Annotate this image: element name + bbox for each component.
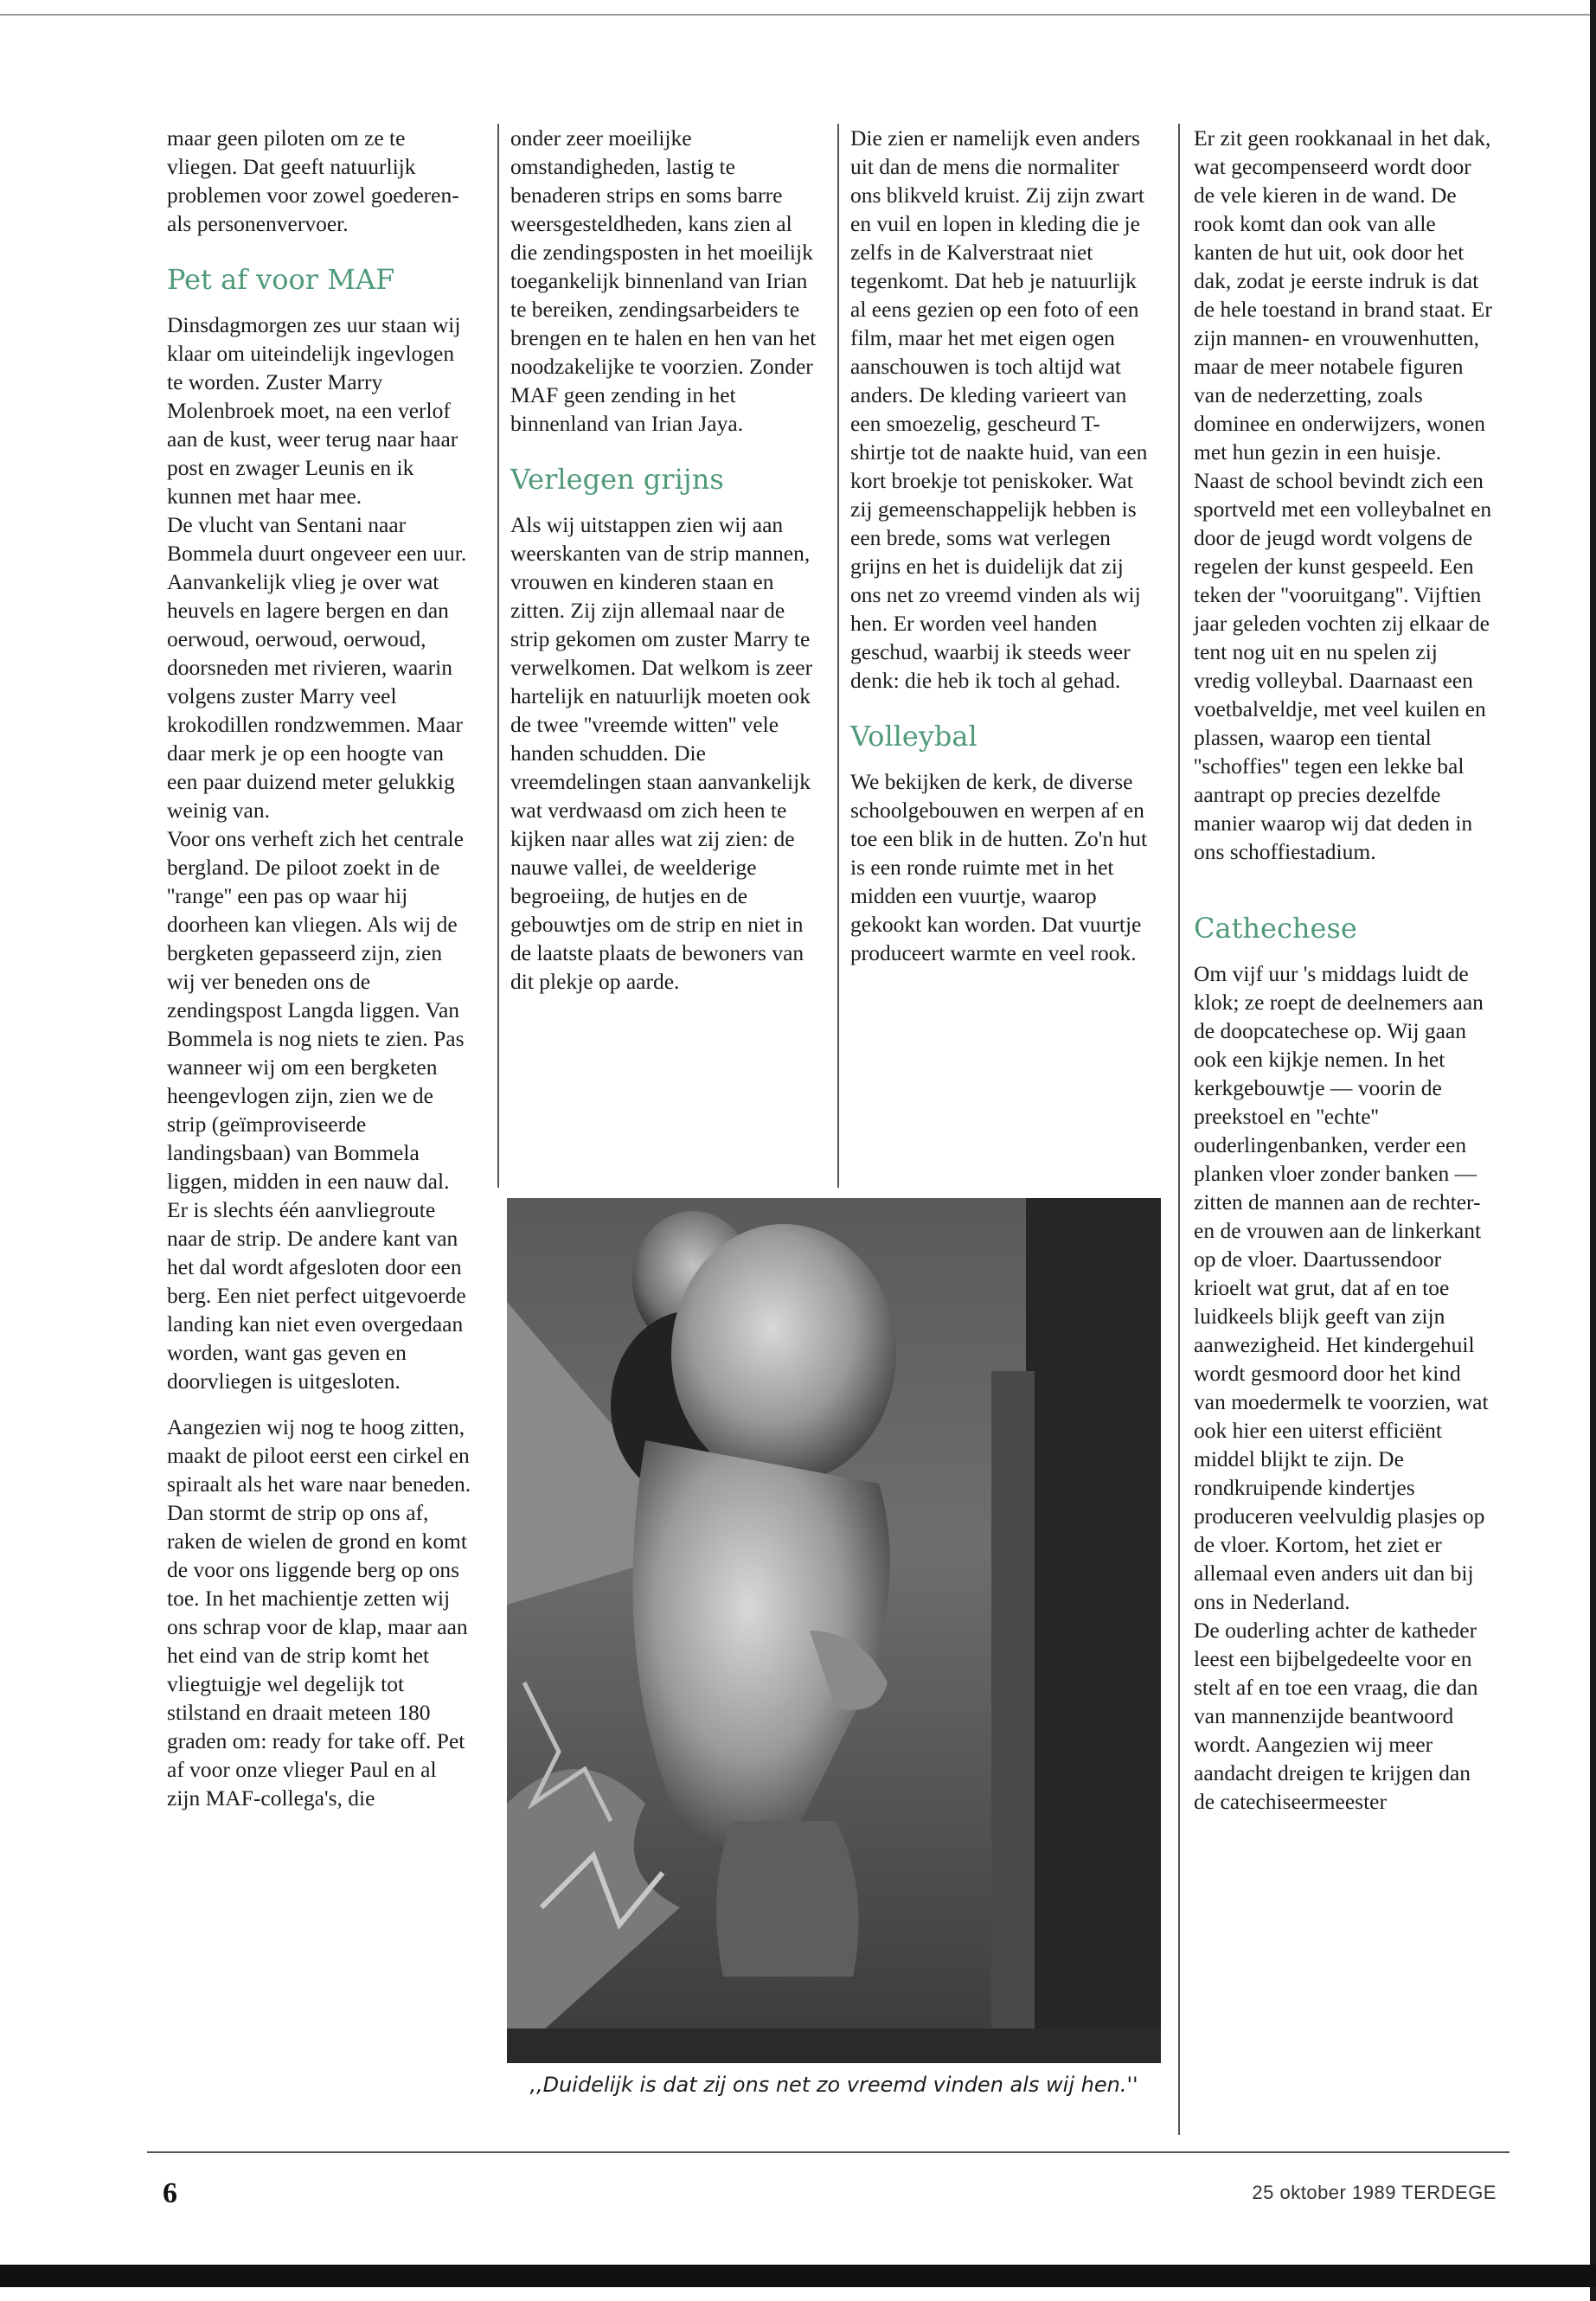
paragraph: Dinsdagmorgen zes uur staan wij klaar om uiteindelijk ingevlogen te worden. Zuster Marry Molenbroek moet, na een verlof aan de kust, weer terug naar haar post en zwager Leunis en ik kunnen met haar mee.	[167, 312, 461, 509]
article-photo	[507, 1198, 1161, 2063]
footer-rule	[147, 2151, 1509, 2153]
section-heading: Cathechese	[1194, 912, 1357, 945]
paragraph: We bekijken de kerk, de diverse schoolgebouwen en werpen af en toe een blik in de hutten. Zo'n hut is een ronde ruimte met in het midden een vuurtje, waarop gekookt kan worden. Dat vuurtje produceert warmte en veel rook.	[850, 769, 1148, 965]
paragraph: Er zit geen rookkanaal in het dak, wat gecompenseerd wordt door de vele kieren in de wand. De rook komt dan ook van alle kanten de hut uit, ook door het dak, zodat je eerste indruk is dat de hele toestand in brand staat. Er zijn mannen- en vrouwenhutten, maar de meer notabele figuren van de nederzetting, zoals dominee en onderwijzers, wonen met hun gezin in een huisje.	[1194, 125, 1492, 465]
paragraph: Om vijf uur 's middags luidt de klok; ze roept de deelnemers aan de doopcatechese op. Wij gaan ook een kijkje nemen. In het kerkgebouwtje — voorin de preekstoel en ''echte'' ouderlingenbanken, verder een planken vloer zonder banken — zitten de mannen aan de rechter- en de vrouwen aan de linkerkant op de vloer. Daartussendoor krioelt wat grut, dat af en toe luidkeels blijk geeft van zijn aanwezigheid. Het kindergehuil wordt gesmoord door het kind van moedermelk te voorzien, wat ook hier een uiterst efficiënt middel blijkt te zijn. De rondkruipende kindertjes produceren veelvuldig plasjes op de vloer. Kortom, het ziet er allemaal even anders uit dan bij ons in Nederland.	[1194, 961, 1489, 1614]
paragraph: De vlucht van Sentani naar Bommela duurt ongeveer een uur. Aanvankelijk vlieg je over wat heuvels en lagere bergen en dan oerwoud, oerwoud, oerwoud, doorsneden met rivieren, waarin volgens zuster Marry veel krokodillen rondzwemmen. Maar daar merk je op een hoogte van een paar duizend meter gelukkig weinig van.	[167, 512, 467, 823]
section-heading: Pet af voor MAF	[167, 263, 395, 296]
column-rule	[497, 124, 499, 1188]
scan-bottom-edge	[0, 2265, 1596, 2287]
article-column-1	[167, 124, 471, 2139]
article-column-2	[510, 124, 817, 1188]
page-number: 6	[163, 2177, 177, 2209]
paragraph: De ouderling achter de katheder leest een bijbelgedeelte voor en stelt af en toe een vraag, die dan van mannenzijde beantwoord wordt. Aangezien wij meer aandacht dreigen te krijgen dan de catechiseermeester	[1194, 1618, 1478, 1814]
photo-caption: ,,Duidelijk is dat zij ons net zo vreemd vinden als wij hen.''	[529, 2073, 1138, 2097]
issue-date: 25 oktober 1989 TERDEGE	[1252, 2182, 1497, 2203]
paragraph: Voor ons verheft zich het centrale bergland. De piloot zoekt in de ''range'' een pas op waar hij doorheen kan vliegen. Als wij de bergketen gepasseerd zijn, zien wij ver beneden ons de zendingspost Langda liggen. Van Bommela is nog niets te zien. Pas wanneer wij om een bergketen heengevlogen zijn, zien we de strip (geïmproviseerde landingsbaan) van Bommela liggen, midden in een nauw dal. Er is slechts één aanvliegroute naar de strip. De andere kant van het dal wordt afgesloten door een berg. Een niet perfect uitgevoerde landing kan niet even overgedaan worden, want gas geven en doorvliegen is uitgesloten.	[167, 826, 466, 1394]
article-column-3	[850, 124, 1149, 1188]
column-rule	[837, 124, 839, 1188]
paragraph: maar geen piloten om ze te vliegen. Dat geeft natuurlijk problemen voor zowel goederen- als personenvervoer.	[167, 125, 459, 236]
section-heading: Volleybal	[850, 720, 977, 753]
paragraph: Aangezien wij nog te hoog zitten, maakt de piloot eerst een cirkel en spiraalt als het ware naar beneden. Dan stormt de strip op ons af, raken de wielen de grond en komt de voor ons liggende berg op ons toe. In het machientje zetten wij ons schrap voor de klap, maar aan het eind van de strip komt het vliegtuigje wel degelijk tot stilstand en draait meteen 180 graden om: ready for take off. Pet af voor onze vlieger Paul en al zijn MAF-collega's, die	[167, 1414, 471, 1811]
paragraph: Die zien er namelijk even anders uit dan de mens die normaliter ons blikveld kruist. Zij zijn zwart en vuil en lopen in kleding die je zelfs in de Kalverstraat niet tegenkomt. Dat heb je natuurlijk al eens gezien op een foto of een film, maar het met eigen ogen aanschouwen is toch altijd wat anders. De kleding varieert van een smoezelig, gescheurd T-shirtje tot de naakte huid, van een kort broekje tot peniskoker. Wat zij gemeenschappelijk hebben is een brede, soms wat verlegen grijns en het is duidelijk dat zij ons net zo vreemd vinden als wij hen. Er worden veel handen geschud, waarbij ik steeds weer denk: die heb ik toch al gehad.	[850, 125, 1148, 693]
children-photo-illustration	[507, 1198, 1161, 2063]
column-rule	[1178, 124, 1180, 2135]
scan-edge	[1590, 0, 1596, 2301]
paragraph: onder zeer moeilijke omstandigheden, lastig te benaderen strips en soms barre weersgesteldheden, kans zien al die zendingsposten in het moeilijk toegankelijk binnenland van Irian te bereiken, zendingsarbeiders te brengen en te halen en hen van het noodzakelijke te voorzien. Zonder MAF geen zending in het binnenland van Irian Jaya.	[510, 125, 817, 436]
top-border	[0, 14, 1596, 16]
paragraph: Naast de school bevindt zich een sportveld met een volleybalnet en door de jeugd wordt volgens de regelen der kunst gespeeld. Een teken der ''vooruitgang''. Vijftien jaar geleden vochten zij elkaar de tent nog uit en nu spelen zij vredig volleybal. Daarnaast een voetbalveldje, met veel kuilen en plassen, waarop een tiental ''schoffies'' tegen een lekke bal aantrapt op precies dezelfde manier waarop wij dat deden in ons schoffiestadium.	[1194, 468, 1492, 864]
article-column-4	[1194, 124, 1497, 2139]
paragraph: Als wij uitstappen zien wij aan weerskanten van de strip mannen, vrouwen en kinderen staan en zitten. Zij zijn allemaal naar de strip gekomen om zuster Marry te verwelkomen. Dat welkom is zeer hartelijk en natuurlijk moeten ook de twee ''vreemde witten'' vele handen schudden. Die vreemdelingen staan aanvankelijk wat verdwaasd om zich heen te kijken naar alles wat zij zien: de nauwe vallei, de weelderige begroeiing, de hutjes en de gebouwtjes om de strip en niet in de laatste plaats de bewoners van dit plekje op aarde.	[510, 512, 813, 994]
section-heading: Verlegen grijns	[510, 463, 724, 496]
